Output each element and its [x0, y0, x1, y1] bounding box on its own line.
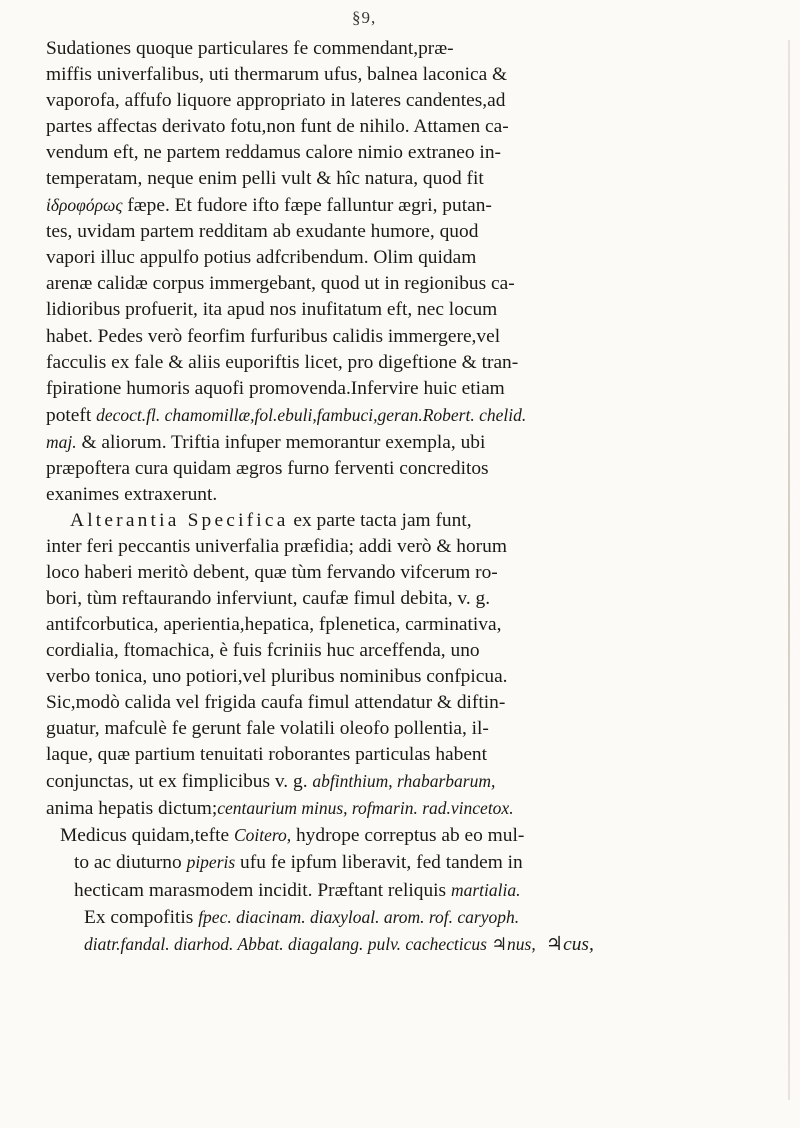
text-line — [46, 586, 770, 612]
text-line — [46, 88, 770, 114]
text-line — [46, 795, 770, 822]
text-span: exanimes extraxerunt. — [46, 483, 218, 505]
text-span: cordialia, ftomachica, è fuis fcriniis huc arceffenda, uno — [46, 640, 480, 662]
text-span: loco haberi meritò debent, quæ tùm fervando vifcerum ro- — [46, 561, 498, 583]
text-span: hecticam marasmodem incidit. Præftant reliquis — [74, 879, 451, 901]
text-line — [46, 456, 770, 482]
text-span: Medicus quidam,tefte — [60, 825, 234, 847]
text-span: miffis univerfalibus, uti thermarum ufus, balnea laconica & — [46, 64, 508, 86]
italic-span: Coitero, — [233, 825, 292, 846]
text-span: fæpe. Et fudore ifto fæpe falluntur ægri, putan- — [122, 195, 492, 217]
italic-span: maj. — [46, 431, 77, 452]
page-number: §9, — [352, 8, 377, 27]
text-span: anima hepatis dictum; — [46, 798, 218, 820]
text-line — [46, 822, 770, 849]
text-span: verbo tonica, uno potiori,vel pluribus nominibus confpicua. — [46, 666, 508, 688]
italic-span: fpec. diacinam. diaxyloal. arom. rof. caryoph. — [198, 906, 520, 927]
text-span: antifcorbutica, aperientia,hepatica, fplenetica, carminativa, — [46, 614, 502, 636]
text-span: to ac diuturno — [74, 852, 187, 874]
text-line — [46, 768, 770, 795]
text-line — [46, 716, 770, 742]
text-line — [46, 376, 770, 402]
text-span: vendum eft, ne partem reddamus calore nimio extraneo in- — [46, 142, 501, 164]
text-span: & aliorum. Triftia infuper memorantur exempla, ubi — [76, 431, 486, 453]
text-span: Sic,modò calida vel frigida caufa fimul attendatur & diftin- — [46, 692, 506, 714]
italic-span: martialia. — [450, 879, 521, 900]
text-line — [46, 114, 770, 140]
text-span: facculis ex fale & aliis euporiftis licet, pro digeftione & tran- — [46, 351, 519, 373]
text-span: bori, tùm reftaurando inferviunt, caufæ fimul debita, v. g. — [46, 587, 491, 609]
text-line — [46, 192, 770, 219]
text-line — [46, 297, 770, 323]
text-line — [46, 690, 770, 716]
italic-span: centaurium minus, rofmarin. rad.vincetox. — [217, 798, 514, 819]
text-line — [46, 402, 770, 429]
text-span: poteft — [46, 404, 97, 426]
text-line — [46, 877, 770, 904]
text-line — [46, 742, 770, 768]
text-line — [46, 350, 770, 376]
text-span: hydrope correptus ab eo mul- — [291, 825, 525, 847]
italic-span: abfinthium, rhabarbarum, — [312, 771, 496, 792]
text-line — [46, 534, 770, 560]
text-span: tes, uvidam partem redditam ab exudante humore, quod — [46, 221, 479, 243]
text-span: lidioribus profuerit, ita apud nos inufitatum eft, nec locum — [46, 299, 498, 321]
text-span: vaporofa, affufo liquore appropriato in lateres candentes,ad — [46, 90, 506, 112]
text-span: habet. Pedes verò feorfim furfuribus calidis immergere,vel — [46, 325, 501, 347]
text-line — [46, 560, 770, 586]
text-line — [46, 482, 770, 508]
text-span: ufu fe ipfum liberavit, fed tandem in — [235, 852, 523, 874]
text-line — [46, 271, 770, 297]
text-line — [46, 664, 770, 690]
text-span: inter feri peccantis univerfalia præfidia; addi verò & horum — [46, 535, 507, 557]
text-line — [46, 140, 770, 166]
italic-span: ♃nus, — [486, 933, 536, 954]
text-line — [46, 849, 770, 876]
text-line — [46, 931, 770, 958]
text-span: præpoftera cura quidam ægros furno ferventi concreditos — [46, 457, 489, 479]
catchword: ♃cus, — [545, 933, 594, 955]
text-line — [46, 638, 770, 664]
text-span: ex parte tacta jam funt, — [288, 509, 472, 531]
text-line — [46, 166, 770, 192]
text-span: Alterantia Specifica — [70, 509, 289, 531]
italic-span: ἱδροφόρως — [46, 195, 123, 216]
text-span: arenæ calidæ corpus immergebant, quod ut in regionibus ca- — [46, 273, 515, 295]
italic-span: decoct.fl. chamomillæ,fol.ebuli,fambuci,geran.Robert. chelid. — [96, 404, 527, 425]
text-span: conjunctas, ut ex fimplicibus v. g. — [46, 771, 313, 793]
italic-span: diatr.fandal. diarhod. Abbat. diagalang. pulv. cachecticus — [84, 933, 487, 954]
body-text — [46, 36, 770, 958]
text-span: temperatam, neque enim pelli vult & hîc natura, quod fit — [46, 168, 484, 190]
text-line — [46, 62, 770, 88]
text-line — [46, 245, 770, 271]
text-span: Ex compofitis — [84, 906, 199, 928]
italic-span: piperis — [186, 852, 236, 873]
text-line — [46, 904, 770, 931]
text-span: guatur, mafculè fe gerunt fale volatili oleofo pollentia, il- — [46, 718, 489, 740]
text-line — [46, 324, 770, 350]
text-line — [46, 612, 770, 638]
text-span: vapori illuc appulfo potius adfcribendum. Olim quidam — [46, 247, 477, 269]
text-span: partes affectas derivato fotu,non funt de nihilo. Attamen ca- — [46, 116, 509, 138]
text-line — [46, 429, 770, 456]
page-edge-shadow — [788, 40, 790, 1100]
text-line — [46, 508, 770, 534]
text-span: fpiratione humoris aquofi promovenda.Infervire huic etiam — [46, 377, 505, 399]
text-line — [46, 36, 770, 62]
text-line — [46, 219, 770, 245]
text-span: Sudationes quoque particulares fe commendant,præ- — [46, 38, 454, 59]
text-span: laque, quæ partium tenuitati roborantes particulas habent — [46, 744, 488, 766]
